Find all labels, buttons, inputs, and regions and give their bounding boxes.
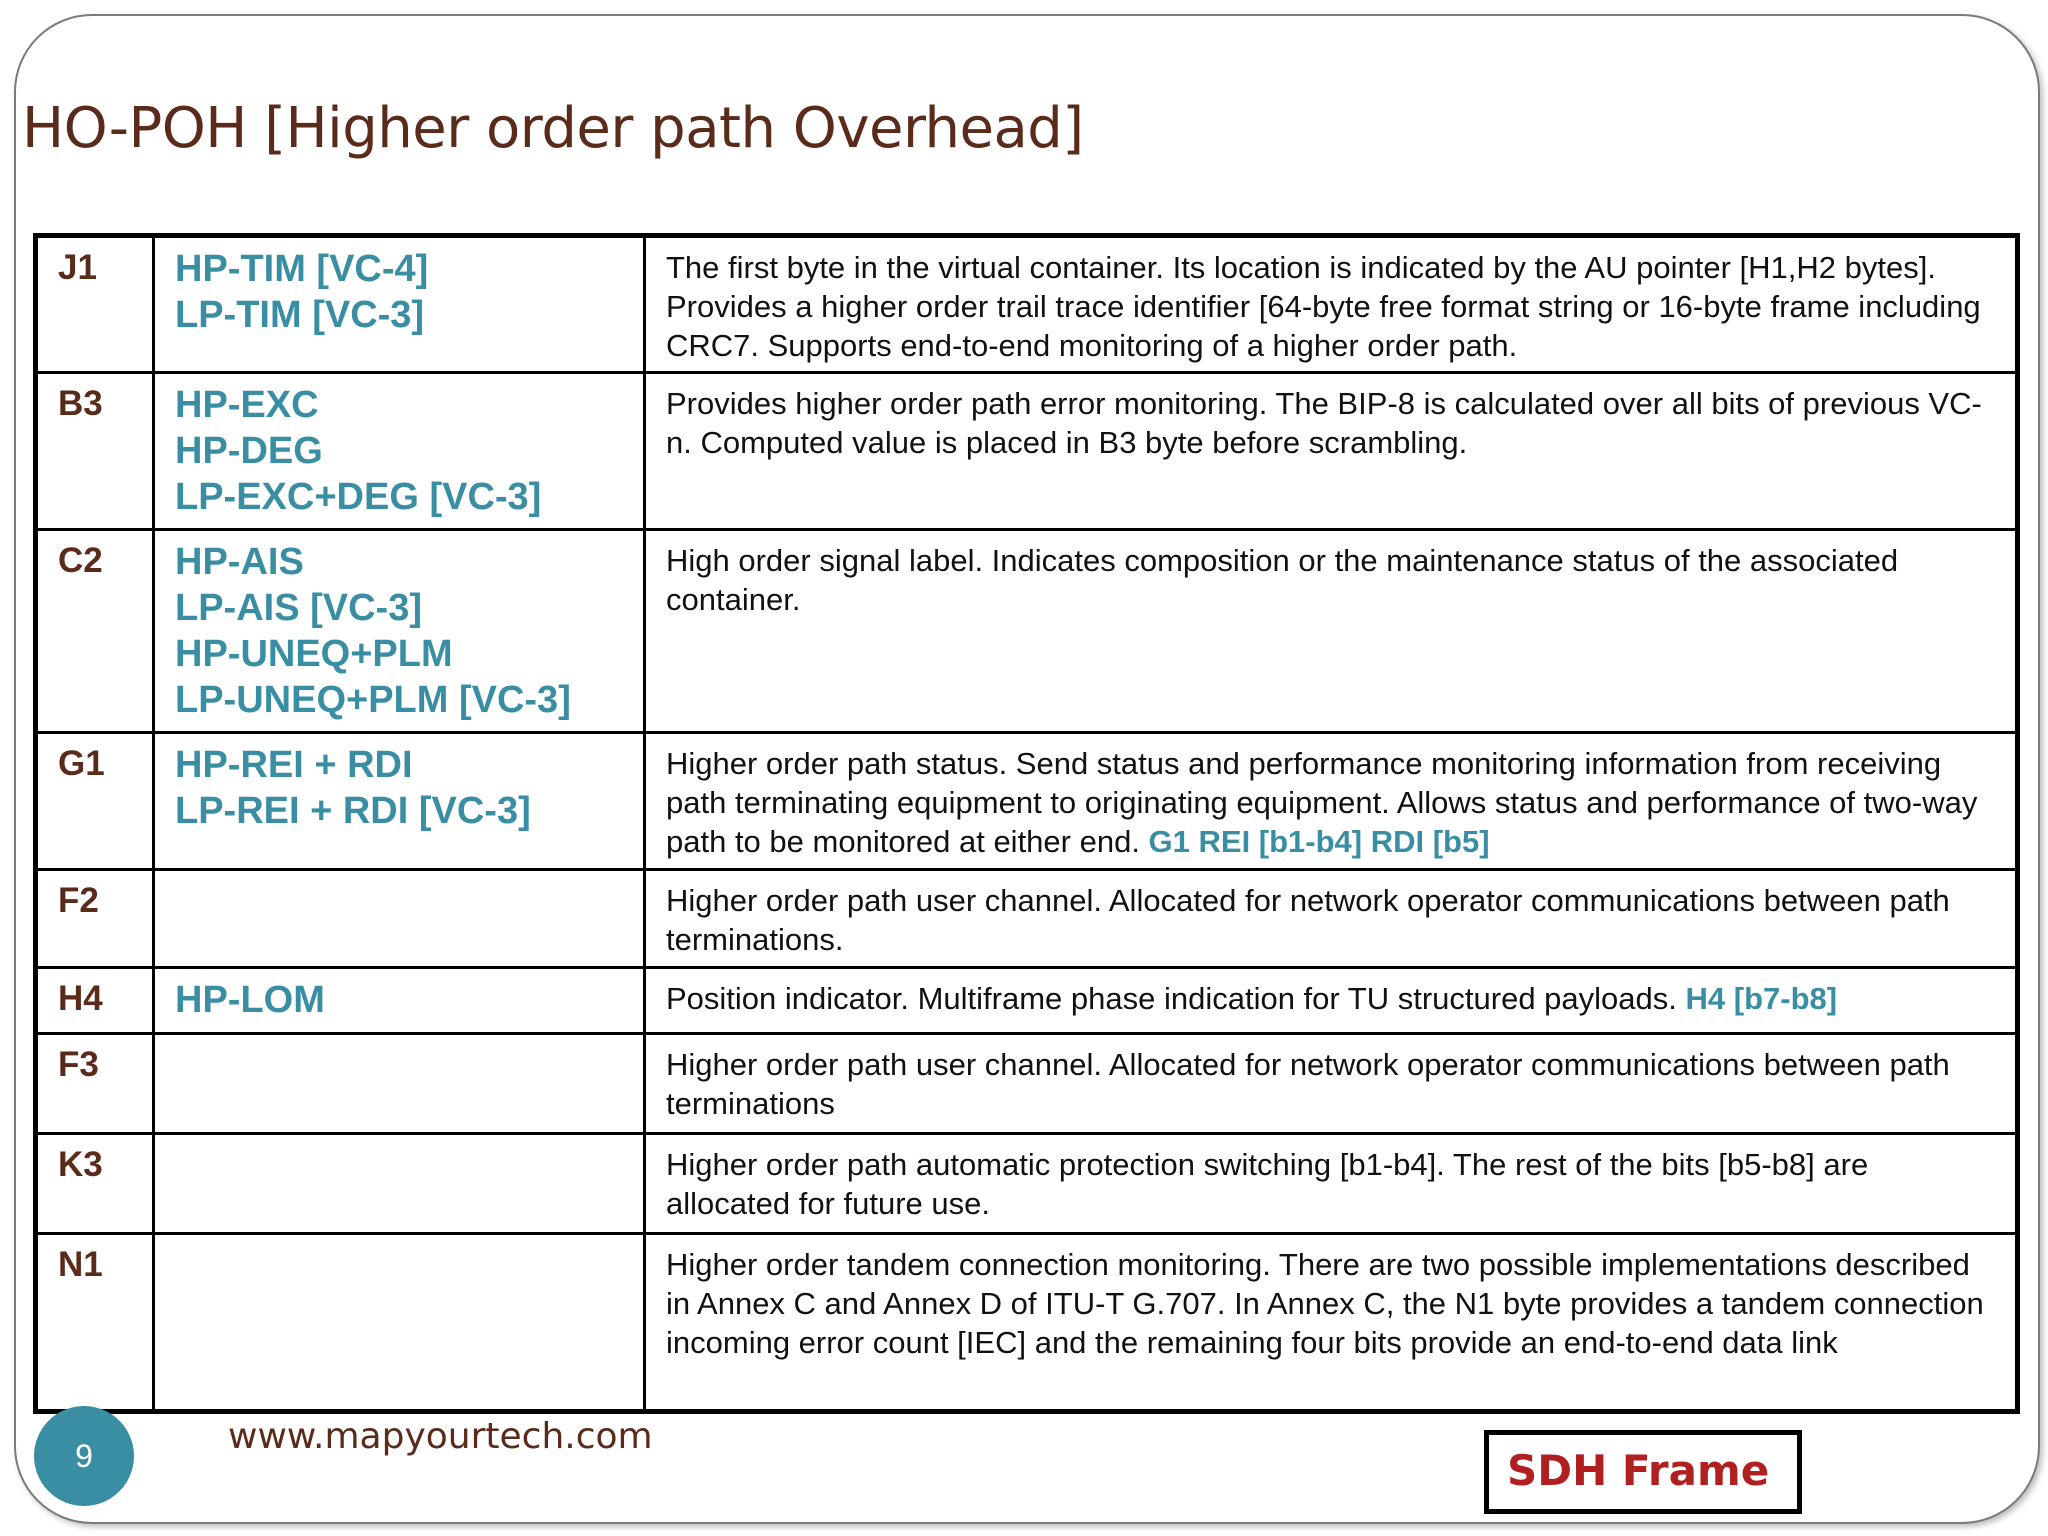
alarm-item: LP-REI + RDI [VC-3] [175, 790, 531, 832]
byte-name: G1 [36, 733, 154, 870]
alarm-item: LP-EXC+DEG [VC-3] [175, 476, 542, 518]
byte-description [645, 733, 2018, 870]
bit-highlight: H4 [b7-b8] [1685, 981, 1838, 1016]
alarm-item: HP-TIM [VC-4] [175, 248, 429, 290]
byte-name: N1 [36, 1234, 154, 1412]
table-row [36, 968, 2018, 1034]
alarm-list [154, 236, 645, 373]
alarm-list [154, 733, 645, 870]
alarm-item: LP-TIM [VC-3] [175, 294, 425, 336]
table-row [36, 530, 2018, 733]
website-url: www.mapyourtech.com [228, 1416, 653, 1457]
description-text: The first byte in the virtual container. Its location is indicated by the AU pointer [H1,H2 bytes]. Provides a higher order trail trace identifier [64-byte free format string or 16-byte frame including CRC7. Supports end-to-end monitoring of a higher order path. [666, 250, 1981, 363]
description-text: High order signal label. Indicates composition or the maintenance status of the associated container. [666, 543, 1899, 617]
alarm-list [154, 1134, 645, 1234]
description-text: Higher order path user channel. Allocated for network operator communications between path terminations [666, 1047, 1950, 1121]
bit-highlight: G1 REI [b1-b4] RDI [b5] [1148, 824, 1490, 859]
description-text: Higher order path user channel. Allocated for network operator communications between path terminations. [666, 883, 1950, 957]
page-number-badge: 9 [34, 1406, 134, 1506]
byte-description [645, 1034, 2018, 1134]
table-row [36, 1034, 2018, 1134]
alarm-item: HP-LOM [175, 979, 325, 1021]
byte-name: J1 [36, 236, 154, 373]
byte-name: F2 [36, 870, 154, 968]
alarm-item: LP-AIS [VC-3] [175, 587, 422, 629]
byte-description [645, 373, 2018, 530]
alarm-item: HP-REI + RDI [175, 744, 413, 786]
byte-name: F3 [36, 1034, 154, 1134]
alarm-item: HP-DEG [175, 430, 323, 472]
poh-table [33, 233, 2020, 1414]
byte-description [645, 1234, 2018, 1412]
alarm-list [154, 968, 645, 1034]
description-text: Provides higher order path error monitoring. The BIP-8 is calculated over all bits of previous VC-n. Computed value is placed in B3 byte before scrambling. [666, 386, 1982, 460]
slide-title: HO-POH [Higher order path Overhead] [22, 96, 1084, 161]
byte-description [645, 530, 2018, 733]
alarm-list [154, 870, 645, 968]
byte-name: K3 [36, 1134, 154, 1234]
byte-name: C2 [36, 530, 154, 733]
byte-description [645, 870, 2018, 968]
alarm-list [154, 373, 645, 530]
alarm-item: HP-AIS [175, 541, 304, 583]
table-row [36, 1134, 2018, 1234]
alarm-item: LP-UNEQ+PLM [VC-3] [175, 679, 571, 721]
byte-description [645, 236, 2018, 373]
description-text: Higher order tandem connection monitoring. There are two possible implementations described in Annex C and Annex D of ITU-T G.707. In Annex C, the N1 byte provides a tandem connection incoming error count [IEC] and the remaining four bits provide an end-to-end data link [666, 1247, 1984, 1360]
byte-name: H4 [36, 968, 154, 1034]
alarm-list [154, 530, 645, 733]
table-row [36, 870, 2018, 968]
alarm-list [154, 1034, 645, 1134]
byte-description [645, 968, 2018, 1034]
table-row [36, 373, 2018, 530]
sdh-frame-tag: SDH Frame [1484, 1430, 1802, 1514]
description-text: Higher order path automatic protection switching [b1-b4]. The rest of the bits [b5-b8] are allocated for future use. [666, 1147, 1869, 1221]
table-row [36, 236, 2018, 373]
description-text: Higher order path status. Send status and performance monitoring information from receiving path terminating equipment to originating equipment. Allows status and performance of two-way path to be monitored at either end. [666, 746, 1978, 859]
table-row [36, 1234, 2018, 1412]
alarm-item: HP-UNEQ+PLM [175, 633, 453, 675]
byte-description [645, 1134, 2018, 1234]
table-row [36, 733, 2018, 870]
byte-name: B3 [36, 373, 154, 530]
description-text: Position indicator. Multiframe phase indication for TU structured payloads. [666, 981, 1686, 1016]
alarm-item: HP-EXC [175, 384, 319, 426]
alarm-list [154, 1234, 645, 1412]
